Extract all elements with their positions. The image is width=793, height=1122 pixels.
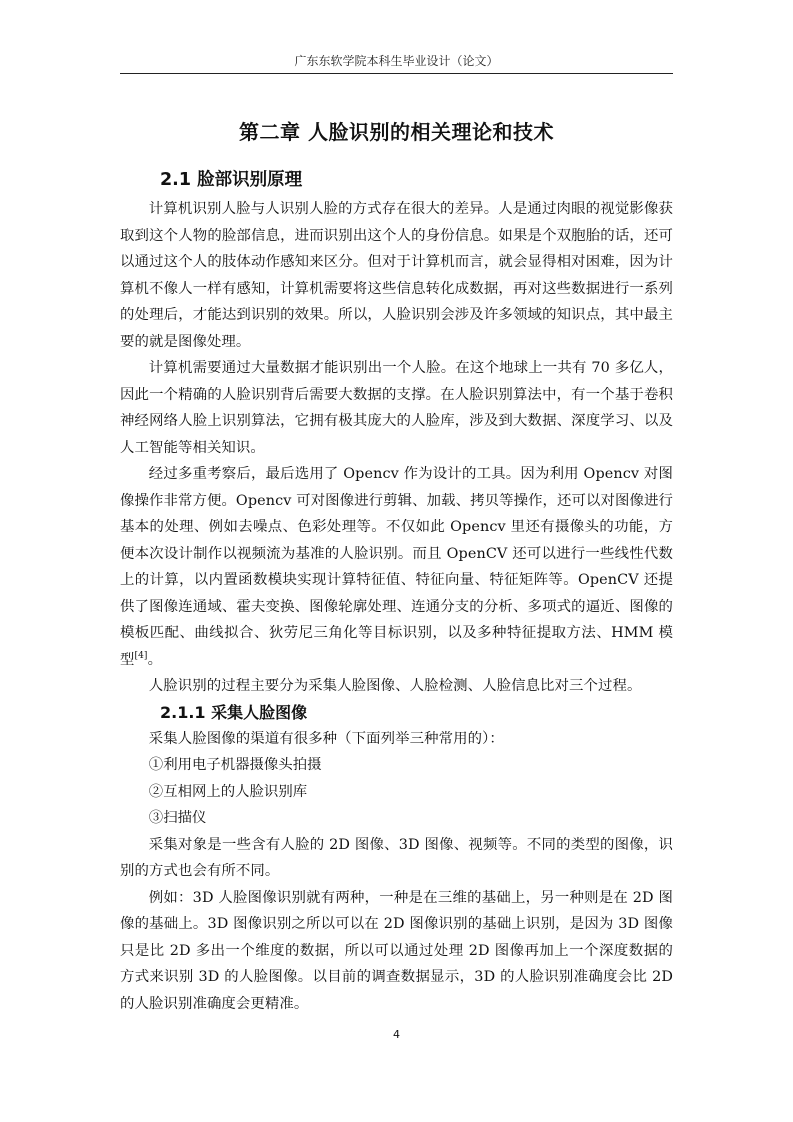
citation-reference: [4] [134,650,148,661]
page-number: 4 [393,1028,400,1041]
section-heading-2-1-1: 2.1.1 采集人脸图像 [160,702,308,722]
page-body [120,164,673,1017]
chapter-title: 第二章 人脸识别的相关理论和技术 [239,120,554,144]
list-item: ③扫描仪 [148,810,207,826]
paragraph-end-punctuation: 。 [147,651,163,668]
paragraph: 计算机需要通过大量数据才能识别出一个人脸。在这个地球上一共有 70 多亿人，因此一个精确的人脸识别背后需要大数据的支撑。在人脸识别算法中，有一个基于卷积神经网络人脸上识别算法，它拥有极其庞大的人脸库，涉及到大数据、深度学习、以及人工智能等相关知识。 [120,360,673,456]
page-header: 广东东软学院本科生毕业设计（论文） [294,54,499,68]
paragraph-text: 经过多重考察后，最后选用了 Opencv 作为设计的工具。因为利用 Opencv 对图像操作非常方便。Opencv 可对图像进行剪辑、加载、拷贝等操作，还可以对图像进行基本的处理、例如去噪点、色彩处理等。不仅如此 Opencv 里还有摄像头的功能，方便本次设计制作以视频流为基准的人脸识别。而且 OpenCV 还可以进行一些线性代数上的计算，以内置函数模块实现计算特征值、特征向量、特征矩阵等。OpenCV 还提供了图像连通域、霍夫变换、图像轮廓处理、连通分支的分析、多项式的逼近、图像的模板匹配、曲线拟合、狄劳尼三角化等目标识别，以及多种特征提取方法、HMM 模型 [120,466,673,668]
paragraph: 例如：3D 人脸图像识别就有两种，一种是在三维的基础上，另一种则是在 2D 图像的基础上。3D 图像识别之所以可以在 2D 图像识别的基础上识别，是因为 3D 图像只是比 2D 多出一个维度的数据，所以可以通过处理 2D 图像再加上一个深度数据的方式来识别 3D 的人脸图像。以目前的调查数据显示，3D 的人脸识别准确度会比 2D 的人脸识别准确度会更精准。 [120,889,673,1012]
paragraph: 计算机识别人脸与人识别人脸的方式存在很大的差异。人是通过肉眼的视觉影像获取到这个人物的脸部信息，进而识别出这个人的身份信息。如果是个双胞胎的话，还可以通过这个人的肢体动作感知来区分。但对于计算机而言，就会显得相对困难，因为计算机不像人一样有感知，计算机需要将这些信息转化成数据，再对这些数据进行一系列的处理后，才能达到识别的效果。所以，人脸识别会涉及许多领域的知识点，其中最主要的就是图像处理。 [120,201,673,350]
paragraph: 人脸识别的过程主要分为采集人脸图像、人脸检测、人脸信息比对三个过程。 [148,678,642,694]
paragraph: 采集对象是一些含有人脸的 2D 图像、3D 图像、视频等。不同的类型的图像，识别的方式也会有所不同。 [120,836,673,879]
paragraph [120,461,673,673]
list-item: ①利用电子机器摄像头拍摄 [148,757,322,773]
paragraph: 采集人脸图像的渠道有很多种（下面列举三种常用的）： [148,730,504,747]
header-rule [120,73,673,74]
section-heading-2-1: 2.1 脸部识别原理 [160,170,303,190]
list-item: ②互相网上的人脸识别库 [148,783,308,800]
